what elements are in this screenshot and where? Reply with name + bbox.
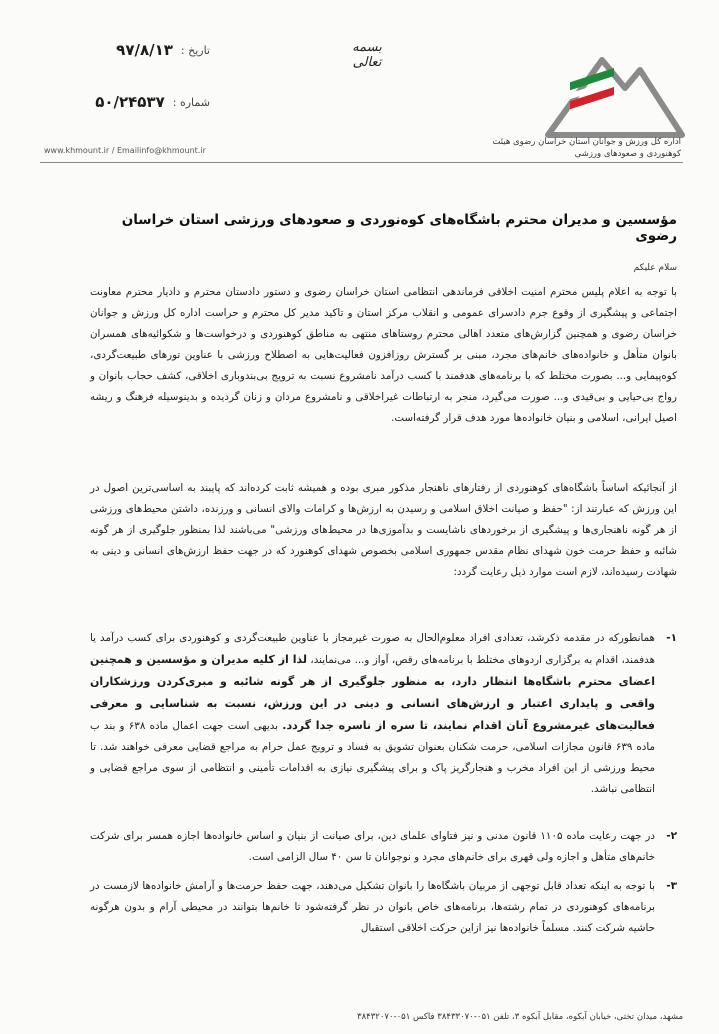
header-divider <box>40 162 683 163</box>
item-text: با توجه به اینکه تعداد قابل توجهی از مربیان باشگاه‌ها را بانوان تشکیل می‌دهند، جهت حفظ حرمت‌ها و آرامش خانواده‌ها لازمست در برنامه‌های کوهنوردی در تمام رشته‌ها، برنامه‌های خاص بانوان در نظر گرفته‌شود تا خانم‌ها بتوانند در محیطی آرام و بدون هرگونه حاشیه شرکت کنند. مسلماً خانواده‌ها نیز ازاین حرکت اخلاقی استقبال <box>90 880 655 934</box>
list-item <box>90 628 677 800</box>
number-label: شماره : <box>172 95 210 109</box>
number-field <box>80 92 210 112</box>
item-text: بدیهی است جهت اعمال ماده ۶۳۸ و بند ب ماده ۶۳۹ قانون مجازات اسلامی، حرمت شکنان بعنوان تشویق به فساد و ترویج عمل حرام به مراجع قضایی معرفی خواهند شد. تا محیط ورزشی از این افراد مخرب و هنجارگریز پاک و برای پیشگیری نیازی به اقدامات تأمینی و انتظامی از سوی مراجع قضایی و انتظامی نباشد. <box>90 720 656 795</box>
footer-address: مشهد، میدان تختی، خیابان آبکوه، مقابل آبکوه ۳، تلفن ۰۵۱-۳۸۴۳۳۰۷۰ فاکس ۰۵۱-۳۸۴۳۲۰۷۰ <box>357 1012 683 1022</box>
paragraph-intro: با توجه به اعلام پلیس محترم امنیت اخلاقی فرماندهی انتظامی استان خراسان رضوی و دستور دادستان محترم و دادیار محترم معاونت اجتماعی و پیشگیری از وقوع جرم دادسرای عمومی و انقلاب مرکز استان و تاکید مدیر کل محترم و حراست اداره کل ورزش و جوانان خراسان رضوی و همچنین گزارش‌های متعدد اهالی محترم روستاهای منتهی به مناطق کوهنوردی و درخواست‌ها و شکوائیه‌های همسران بانوان متأهل و خانواده‌های خانم‌های مجرد، مبنی بر گسترش روزافزون فعالیت‌هایی به اصطلاح ورزشی با عناوین تورهای طبیعت‌گردی، کوه‌پیمایی و... بصورت مختلط که با برنامه‌های هدفمند با کسب درآمد نامشروع نسبت به ترویج بی‌بندوباری اخلاقی، کشف حجاب بانوان و رواج بی‌حیایی و بی‌قیدی و... صورت می‌گیرد، منجر به ارتباطات غیراخلاقی و نامشروع مردان و زنان گردیده و بدینوسیله فرهنگ و ریشه اصیل ایرانی، اسلامی و بنیان خانواده‌ها مورد هدف قرار گرفته‌است. <box>90 286 677 424</box>
item-number: ۳- <box>666 880 677 892</box>
item-number: ۱- <box>666 632 677 644</box>
list-item <box>90 876 677 939</box>
date-label: تاریخ : <box>180 43 210 57</box>
item-text: در جهت رعایت ماده ۱۱۰۵ قانون مدنی و نیز فتاوای علمای دین، برای صیانت از بنیان و اساس خانواده‌ها اجازه همسر برای شرکت خانم‌های متأهل و اجازه ولی قهری برای خانم‌های مجرد و نوجوانان تا سن ۴۰ سال الزامی است. <box>90 830 655 863</box>
list-item <box>90 826 677 868</box>
date-value: ۹۷/۸/۱۳ <box>116 41 173 59</box>
letter-recipient-title: مؤسسین و مدیران محترم باشگاه‌های کوه‌نوردی و صعودهای ورزشی استان خراسان رضوی <box>121 212 677 244</box>
item-number: ۲- <box>666 830 677 842</box>
number-value: ۵۰/۲۴۵۳۷ <box>95 93 165 111</box>
basmala-header: بسمه تعالی <box>352 40 382 70</box>
salutation: سلام علیکم <box>633 263 677 273</box>
item-bold-text: لذا از کلیه مدیران و مؤسسین و همچنین اعضای محترم باشگاه‌ها انتظار دارد، به منظور جلوگیری از هر گونه شائبه و مبری‌کردن ورزشکاران واقعی و پایداری اعتبار و ارزش‌های انسانی و دینی در این ورزش، نسبت به شناسایی و معرفی فعالیت‌های غیرمشروع آنان اقدام نمایند، تا سره از ناسره جدا گردد. <box>90 653 655 732</box>
item-text: همانطورکه در مقدمه ذکرشد، تعدادی افراد معلوم‌الحال به صورت غیرمجاز با عناوین طبیعت‌گردی و کوهنوردی برای کسب درآمد یا هدفمند، اقدام به برگزاری اردوهای مختلط با برنامه‌های رقص، آواز و... می‌نمایند، <box>90 632 655 666</box>
contact-info: www.khmount.ir / Emailinfo@khmount.ir <box>44 146 206 155</box>
paragraph-principles: از آنجائیکه اساساً باشگاه‌های کوهنوردی از رفتارهای ناهنجار مذکور مبری بوده و همیشه ثابت کرده‌اند که پایبند به اساسی‌ترین اصول در این ورزش که عبارتند از: "حفظ و صیانت اخلاق اسلامی و رسیدن به ارزش‌ها و کرامات والای انسانی و ورزنده، داشتن محیط‌های ورزشی از هر گونه ناهنجاری‌ها و پیشگیری از برخوردهای ناشایست و بدآموزی‌ها در محیط‌های ورزشی" می‌باشند لذا بمنظور جلوگیری از هر گونه شائبه و حفظ حرمت خون شهدای نظام مقدس جمهوری اسلامی بخصوص شهدای کوهنورد که در جهت حفظ ارزش‌های انسانی و دینی به شهادت رسیده‌اند، لازم است موارد ذیل رعایت گردد: <box>90 482 677 578</box>
organization-name: اداره کل ورزش و جوانان استان خراسان رضوی هیئت کوهنوردی و صعودهای ورزشی <box>492 137 681 159</box>
date-field <box>80 40 210 60</box>
